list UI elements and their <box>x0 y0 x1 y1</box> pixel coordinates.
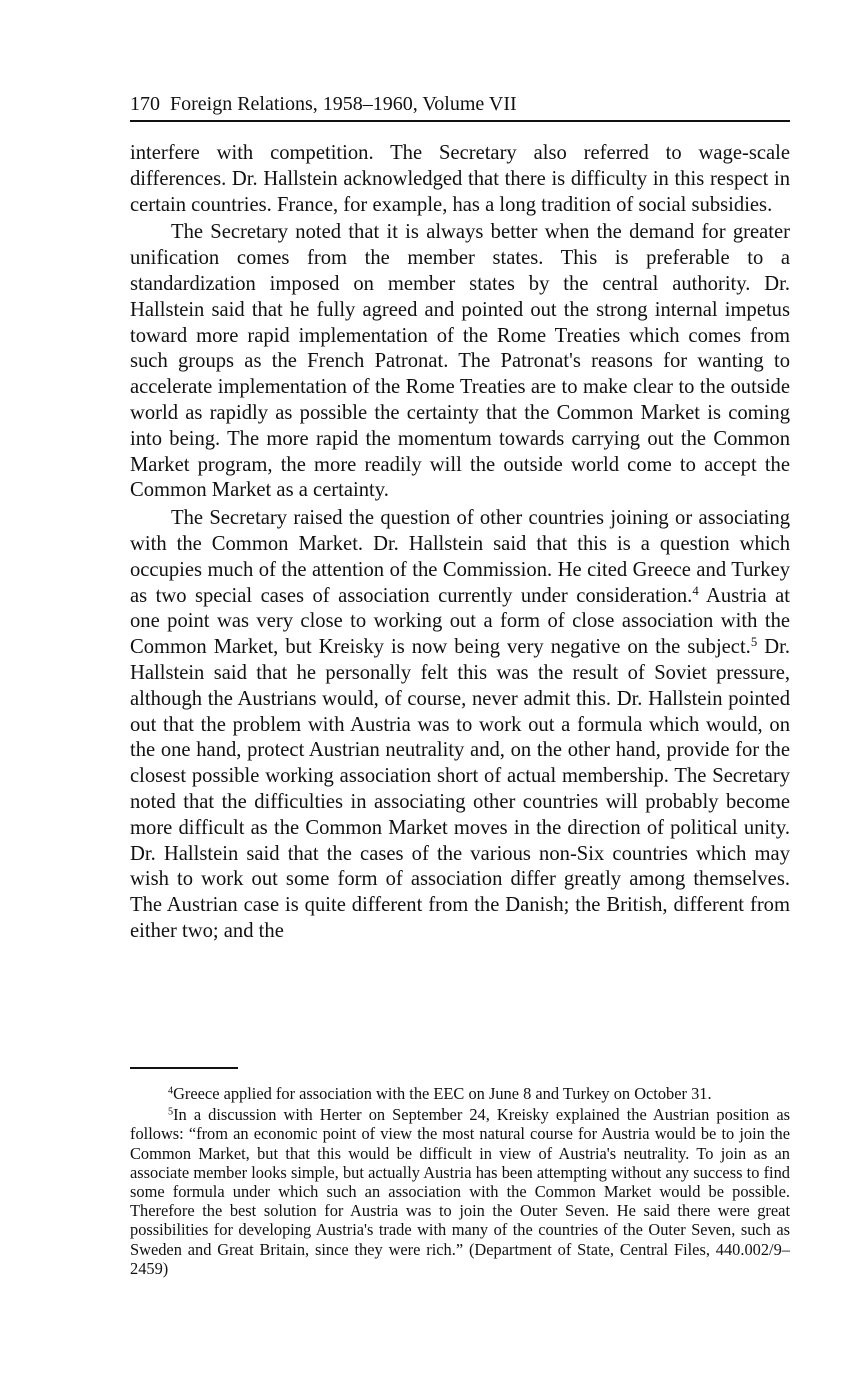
volume-title: Foreign Relations, 1958–1960, Volume VII <box>170 93 517 115</box>
footnotes <box>130 1084 790 1280</box>
footnote-5 <box>130 1105 790 1278</box>
footnote-4-text: Greece applied for association with the EEC on June 8 and Turkey on October 31. <box>173 1084 712 1103</box>
footnote-5-text: In a discussion with Herter on September 24, Kreisky explained the Austrian position as follows: “from an economic point of view the most natural course for Austria would be to join the Common Market, but that this would be difficult in view of Austria's neutrality. To join as an associate member looks simple, but actually Austria has been attempting without any success to find some formula under which such an association with the Common Market would be possible. Therefore the best solution for Austria was to join the Outer Seven. He said there were great possibilities for developing Austria's trade with many of the countries of the Outer Seven, such as Sweden and Great Britain, since they were rich.” (Department of State, Central Files, 440.002/9–2459) <box>130 1105 790 1278</box>
paragraph-1: interfere with competition. The Secretary also referred to wage-scale differences. Dr. Hallstein acknowledged that there is difficulty in this respect in certain countries. France, for example, has a long tradition of social subsidies. <box>130 142 790 216</box>
page-number: 170 <box>130 93 160 115</box>
paragraph-3 <box>130 506 790 945</box>
body-text <box>130 141 790 945</box>
footnote-divider <box>130 1067 238 1069</box>
footnote-marker-5: 5 <box>168 1106 174 1118</box>
paragraph-3-part-a: The Secretary raised the question of other countries joining or associating with the Common Market. Dr. Hallstein said that this is a question which occupies much of the attention of the Commission. He cited Greece and Turkey as two special cases of association currently under consideration. <box>130 507 790 607</box>
paragraph-3-part-c: Dr. Hallstein said that he personally felt this was the result of Soviet pressure, although the Austrians would, of course, never admit this. Dr. Hallstein pointed out that the problem with Austria was to work out a formula which would, on the one hand, protect Austrian neutrality and, on the other hand, provide for the closest possible working association short of actual membership. The Secretary noted that the difficulties in associating other countries will probably become more difficult as the Common Market moves in the direction of political unity. Dr. Hallstein said that the cases of the various non-Six countries which may wish to work out some form of association differ greatly among themselves. The Austrian case is quite different from the Danish; the British, different from either two; and the <box>130 636 791 942</box>
footnote-4 <box>130 1084 790 1103</box>
paragraph-2: The Secretary noted that it is always better when the demand for greater unification comes from the member states. This is preferable to a standardization imposed on member states by the central authority. Dr. Hallstein said that he fully agreed and pointed out the strong internal impetus toward more rapid implementation of the Rome Treaties which comes from such groups as the French Patronat. The Patronat's reasons for wanting to accelerate implementation of the Rome Treaties are to make clear to the outside world as rapidly as possible the certainty that the Common Market is coming into being. The more rapid the momentum towards carrying out the Common Market program, the more readily will the outside world come to accept the Common Market as a certainty. <box>130 221 790 502</box>
paragraph-3-part-b: Austria at one point was very close to working out a form of close association with the Common Market, but Kreisky is now being very negative on the subject. <box>130 584 790 659</box>
footnote-marker-4: 4 <box>168 1085 174 1097</box>
running-header <box>130 90 790 122</box>
footnote-ref-4[interactable]: 4 <box>692 583 699 598</box>
footnote-ref-5[interactable]: 5 <box>750 635 758 650</box>
